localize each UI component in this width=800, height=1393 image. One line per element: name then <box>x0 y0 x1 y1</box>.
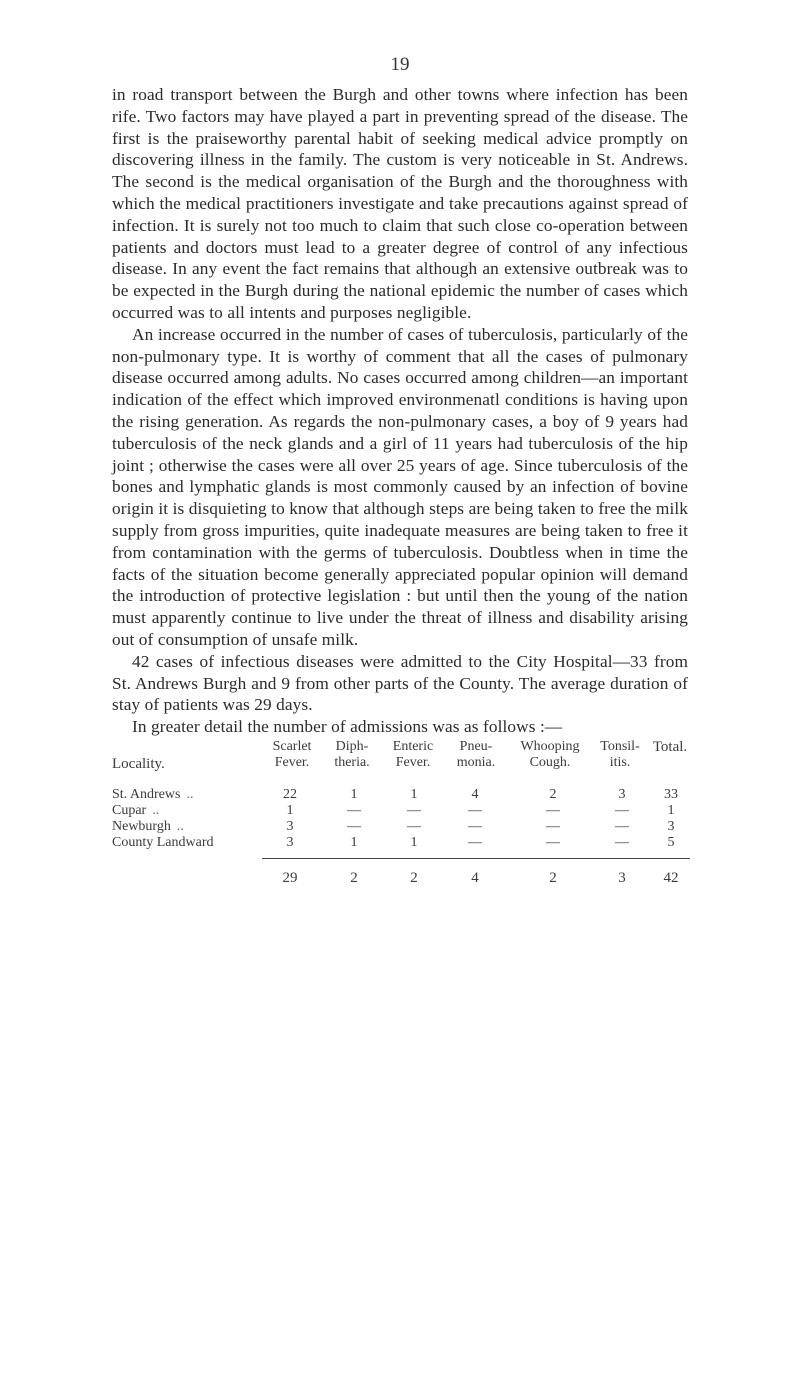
table-cell: 2 <box>549 787 557 802</box>
column-header-scarlet-fever: Scarlet Fever. <box>272 739 312 770</box>
row-locality: Cupar <box>112 803 147 818</box>
paragraph-2: An increase occurred in the number of cases of tuberculosis, particularly of the non-pulmonary type. It is worthy of comment that all the cases of pulmonary disease occurred among adults. No cases occurred among children—an important indication of the effect which improved environmenatl conditions is having upon the rising generation. As regards the non-pulmonary cases, a boy of 9 years had tuberculosis of the neck glands and a girl of 11 years had tuberculosis of the hip joint ; otherwise the cases were all over 25 years of age. Since tuberculosis of the bones and lymphatic glands is most commonly caused by an infection of bovine origin it is disquieting to know that although steps are being taken to free the milk supply from gross impurities, quite inadequate measures are being taken to free it from contamination with the germs of tuberculosis. Doubtless when in time the facts of the situation become generally appreciated popular opinion will demand the introduction of protective legislation : but until then the young of the nation must apparently continue to live under the threat of illness and disability arising out of consumption of unsafe milk. <box>112 324 688 649</box>
table-cell: — <box>468 819 482 834</box>
column-header-tonsilitis: Tonsil- itis. <box>600 739 640 770</box>
table-row: Newburgh .. 3 — — — — — 3 <box>112 819 690 835</box>
paragraph-3: 42 cases of infectious diseases were admitted to the City Hospital—33 from St. Andrews Burgh and 9 from other parts of the County. The average duration of stay of patients was 29 days. <box>112 651 688 715</box>
table-cell: 4 <box>471 787 479 802</box>
table-cell: 22 <box>283 787 297 802</box>
table-cell: 3 <box>286 819 294 834</box>
row-locality: County Landward <box>112 835 214 850</box>
table-cell: 1 <box>410 835 418 850</box>
total-cell: 42 <box>663 870 679 886</box>
total-cell: 2 <box>350 870 358 886</box>
total-cell: 3 <box>618 870 626 886</box>
total-cell: 29 <box>282 870 298 886</box>
table-cell: — <box>615 803 629 818</box>
table-cell: — <box>347 819 361 834</box>
total-cell: 4 <box>471 870 479 886</box>
column-header-enteric-fever: Enteric Fever. <box>392 739 434 770</box>
table-cell: — <box>347 803 361 818</box>
table-cell: 5 <box>667 835 675 850</box>
column-header-whooping-cough: Whooping Cough. <box>520 739 580 770</box>
admissions-table <box>112 739 690 887</box>
table-cell: 1 <box>286 803 294 818</box>
total-rule <box>262 858 690 859</box>
table-cell: 33 <box>664 787 678 802</box>
total-cell: 2 <box>549 870 557 886</box>
column-header-pneumonia: Pneu- monia. <box>456 739 496 770</box>
table-cell: 3 <box>286 835 294 850</box>
table-header-row <box>112 739 690 773</box>
row-locality: Newburgh <box>112 819 171 834</box>
table-cell: 3 <box>618 787 626 802</box>
table-cell: — <box>615 835 629 850</box>
table-cell: — <box>407 819 421 834</box>
table-cell: 1 <box>667 803 675 818</box>
table-cell: 1 <box>350 787 358 802</box>
page-number: 19 <box>390 54 410 75</box>
table-cell: — <box>615 819 629 834</box>
table-cell: — <box>468 835 482 850</box>
table-cell: — <box>546 835 560 850</box>
table-cell: 3 <box>667 819 675 834</box>
locality-header: Locality. <box>112 756 165 772</box>
row-locality: St. Andrews <box>112 787 181 802</box>
paragraph-1: in road transport between the Burgh and other towns where infection has been rife. Two factors may have played a part in preventing spread of the disease. The first is the praiseworthy parental habit of seeking medical advice promptly on discovering illness in the family. The custom is very noticeable in St. Andrews. The second is the medical organisation of the Burgh and the thoroughness with which the medical practitioners investigate and take precautions against spread of infection. It is surely not too much to claim that such close co-operation between patients and doctors must lead to a greater degree of control of any infectious disease. In any event the fact remains that although an extensive outbreak was to be expected in the Burgh during the national epidemic the number of cases which occurred was to all intents and purposes negligible. <box>112 85 688 322</box>
table-cell: — <box>546 803 560 818</box>
paragraph-4: In greater detail the number of admissions was as follows :— <box>132 717 563 737</box>
table-cell: 1 <box>350 835 358 850</box>
body-text <box>112 84 688 738</box>
column-header-total: Total. <box>652 739 688 755</box>
table-cell: — <box>468 803 482 818</box>
table-row <box>112 835 690 851</box>
table-cell: 1 <box>410 787 418 802</box>
table-cell: — <box>546 819 560 834</box>
table-cell: — <box>407 803 421 818</box>
table-row: St. Andrews .. 22 1 1 4 2 3 33 <box>112 787 690 803</box>
totals-row <box>112 869 690 887</box>
column-header-diphtheria: Diph- theria. <box>334 739 370 770</box>
table-row: Cupar .. 1 — — — — — 1 <box>112 803 690 819</box>
total-cell: 2 <box>410 870 418 886</box>
